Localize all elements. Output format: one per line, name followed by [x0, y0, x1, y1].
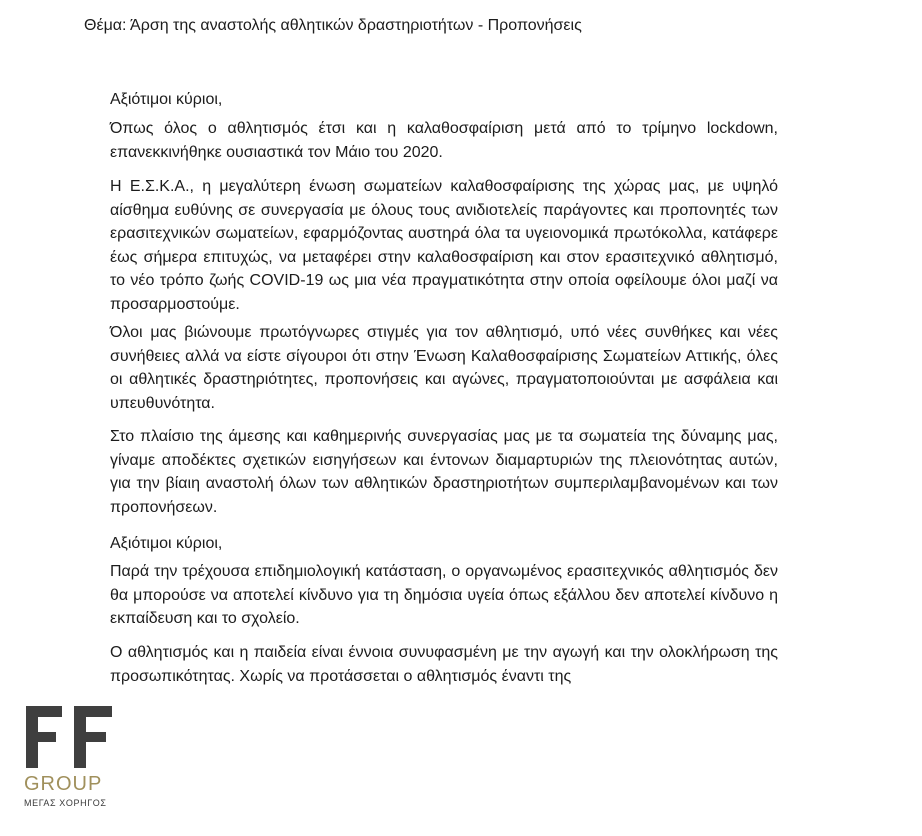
paragraph-eska: Η Ε.Σ.Κ.Α., η μεγαλύτερη ένωση σωματείων καλαθοσφαίρισης της χώρας μας, με υψηλό αίσθημα ευθύνης σε συνεργασία με όλους τους ανιδιοτελείς παράγοντες και προπονητές των ερασιτεχνικών σωματείων, εφαρμόζοντας αυστηρά όλα τα υγειονομικά πρωτόκολλα, κατάφερε έως σήμερα επιτυχώς, να μεταφέρει στην καλαθοσφαίριση και στον ερασιτεχνικό αθλητισμό, το νέο τρόπο ζωής COVID-19 ως μια νέα πραγματικότητα στην οποία οφείλουμε όλοι μαζί να προσαρμοστούμε. — [110, 178, 778, 313]
letter-subject: Θέμα: Άρση της αναστολής αθλητικών δραστηριοτήτων - Προπονήσεις — [84, 17, 582, 34]
paragraph-cooperation: Στο πλαίσιο της άμεσης και καθημερινής συνεργασίας μας με τα σωματεία της δύναμης μας, γίναμε αποδέκτες σχετικών εισηγήσεων και έντονων διαμαρτυριών της πλειονότητας αυτών, για την βίαιη αναστολή όλων των αθλητικών δραστηριοτήτων συμπεριλαμβανομένων και των προπονήσεων. — [110, 428, 778, 516]
paragraph-epidemiology: Παρά την τρέχουσα επιδημιολογική κατάσταση, ο οργανωμένος ερασιτεχνικός αθλητισμός δεν θα μπορούσε να αποτελεί κίνδυνο για τη δημόσια υγεία όπως εξάλλου δεν αποτελεί κίνδυνο η εκπαίδευση και το σχολείο. — [110, 563, 778, 627]
salutation-first: Αξιότιμοι κύριοι, — [110, 91, 223, 108]
ff-group-logo — [22, 706, 122, 770]
paragraph-lockdown: Όπως όλος ο αθλητισμός έτσι και η καλαθοσφαίριση μετά από το τρίμηνο lockdown, επανεκκινήθηκε ουσιαστικά τον Μάιο του 2020. — [110, 120, 778, 161]
paragraph-experiences: Όλοι μας βιώνουμε πρωτόγνωρες στιγμές για τον αθλητισμό, υπό νέες συνθήκες και νέες συνήθειες αλλά να είστε σίγουροι ότι στην Ένωση Καλαθοσφαίρισης Σωματείων Αττικής, όλες οι αθλητικές δραστηριότητες, προπονήσεις και αγώνες, πραγματοποιούνται με ασφάλεια και υπευθυνότητα. — [110, 324, 778, 412]
ff-mark-icon — [22, 706, 116, 770]
paragraph-education: Ο αθλητισμός και η παιδεία είναι έννοια συνυφασμένη με την αγωγή και την ολοκλήρωση της προσωπικότητας. Χωρίς να προτάσσεται ο αθλητισμός έναντι της — [110, 644, 778, 685]
salutation-second: Αξιότιμοι κύριοι, — [110, 535, 223, 552]
logo-sponsor-text: ΜΕΓΑΣ ΧΟΡΗΓΟΣ — [24, 798, 107, 808]
logo-group-text: GROUP — [24, 773, 103, 795]
